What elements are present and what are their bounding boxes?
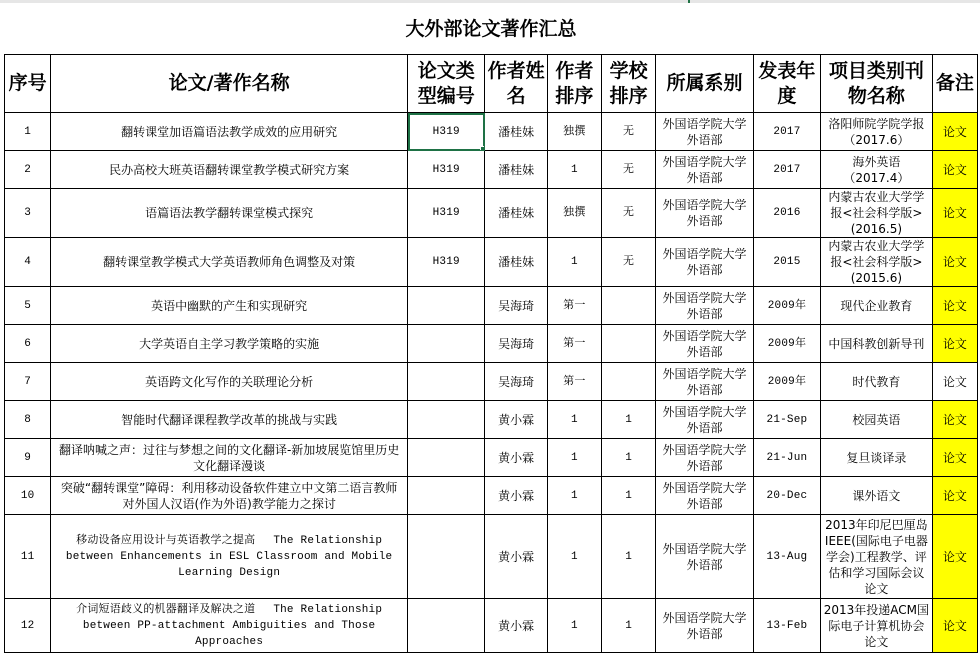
cell-type[interactable] (408, 325, 485, 363)
cell-dept[interactable]: 外国语学院大学外语部 (656, 238, 753, 287)
cell-author[interactable]: 潘桂妹 (485, 151, 547, 189)
cell-year[interactable]: 13-Aug (753, 515, 820, 599)
cell-author-rank[interactable]: 独撰 (547, 113, 601, 151)
cell-note[interactable]: 论文 (932, 151, 977, 189)
table-row (5, 238, 978, 287)
header-row (5, 55, 978, 113)
table-row (5, 477, 978, 515)
cell-name[interactable]: 移动设备应用设计与英语教学之提高 The Relationship between Enhancements in ESL Classroom and Mobile Learning Design (51, 515, 408, 599)
cell-year[interactable]: 21-Sep (753, 401, 820, 439)
table-row (5, 113, 978, 151)
cell-name[interactable]: 翻转课堂教学模式大学英语教师角色调整及对策 (51, 238, 408, 287)
cell-dept[interactable]: 外国语学院大学外语部 (656, 287, 753, 325)
cell-journal[interactable]: 中国科教创新导刊 (821, 325, 933, 363)
cell-school-rank[interactable]: 无 (602, 189, 656, 238)
cell-author-rank[interactable]: 1 (547, 515, 601, 599)
cell-journal[interactable]: 海外英语（2017.4） (821, 151, 933, 189)
table-row (5, 439, 978, 477)
cell-author[interactable]: 黄小霖 (485, 515, 547, 599)
cell-journal[interactable]: 内蒙古农业大学学报<社会科学版>(2015.6) (821, 238, 933, 287)
cell-type[interactable]: H319 (408, 151, 485, 189)
cell-school-rank[interactable]: 无 (602, 113, 656, 151)
cell-type[interactable] (408, 401, 485, 439)
cell-author-rank[interactable]: 1 (547, 439, 601, 477)
cell-journal[interactable]: 时代教育 (821, 363, 933, 401)
cell-year[interactable]: 2017 (753, 113, 820, 151)
cell-seq[interactable]: 9 (5, 439, 51, 477)
cell-dept[interactable]: 外国语学院大学外语部 (656, 439, 753, 477)
cell-author[interactable]: 黄小霖 (485, 477, 547, 515)
cell-school-rank[interactable]: 1 (602, 401, 656, 439)
cell-journal[interactable]: 2013年印尼巴厘岛IEEE(国际电子电器学会)工程教学、评估和学习国际会议论文 (821, 515, 933, 599)
cell-note[interactable]: 论文 (932, 401, 977, 439)
cell-type[interactable]: H319 (408, 189, 485, 238)
header-note[interactable]: 备注 (932, 55, 977, 113)
cell-name[interactable]: 民办高校大班英语翻转课堂教学模式研究方案 (51, 151, 408, 189)
cell-author[interactable]: 潘桂妹 (485, 113, 547, 151)
cell-seq[interactable]: 6 (5, 325, 51, 363)
cell-seq[interactable]: 10 (5, 477, 51, 515)
header-type[interactable]: 论文类型编号 (408, 55, 485, 113)
papers-table (4, 3, 978, 653)
selected-cell[interactable]: H319 (408, 113, 485, 151)
cell-year[interactable]: 20-Dec (753, 477, 820, 515)
cell-school-rank[interactable]: 无 (602, 238, 656, 287)
cell-seq[interactable]: 2 (5, 151, 51, 189)
cell-journal[interactable]: 洛阳师院学院学报（2017.6） (821, 113, 933, 151)
cell-dept[interactable]: 外国语学院大学外语部 (656, 515, 753, 599)
cell-dept[interactable]: 外国语学院大学外语部 (656, 151, 753, 189)
cell-dept[interactable]: 外国语学院大学外语部 (656, 477, 753, 515)
cell-type[interactable] (408, 515, 485, 599)
cell-author[interactable]: 潘桂妹 (485, 189, 547, 238)
cell-school-rank[interactable]: 1 (602, 599, 656, 653)
cell-year[interactable]: 2017 (753, 151, 820, 189)
cell-seq[interactable]: 7 (5, 363, 51, 401)
cell-name[interactable]: 介词短语歧义的机器翻译及解决之道 The Relationship between PP-attachment Ambiguities and Those Approaches (51, 599, 408, 653)
cell-name[interactable]: 智能时代翻译课程教学改革的挑战与实践 (51, 401, 408, 439)
header-author[interactable]: 作者姓名 (485, 55, 547, 113)
cell-type[interactable] (408, 599, 485, 653)
cell-seq[interactable]: 4 (5, 238, 51, 287)
cell-dept[interactable]: 外国语学院大学外语部 (656, 599, 753, 653)
cell-year[interactable]: 2009年 (753, 363, 820, 401)
table-row (5, 599, 978, 653)
table-row (5, 363, 978, 401)
cell-author-rank[interactable]: 1 (547, 238, 601, 287)
cell-note[interactable]: 论文 (932, 287, 977, 325)
cell-journal[interactable]: 复旦谈译录 (821, 439, 933, 477)
header-author-rank[interactable]: 作者排序 (547, 55, 601, 113)
table-row (5, 287, 978, 325)
cell-author[interactable]: 黄小霖 (485, 599, 547, 653)
table-body (5, 113, 978, 653)
cell-seq[interactable]: 5 (5, 287, 51, 325)
cell-journal[interactable]: 校园英语 (821, 401, 933, 439)
cell-year[interactable]: 13-Feb (753, 599, 820, 653)
cell-author-rank[interactable]: 第一 (547, 325, 601, 363)
table-row (5, 151, 978, 189)
cell-dept[interactable]: 外国语学院大学外语部 (656, 363, 753, 401)
cell-author[interactable]: 吴海琦 (485, 287, 547, 325)
header-year[interactable]: 发表年度 (753, 55, 820, 113)
cell-type[interactable]: H319 (408, 238, 485, 287)
cell-school-rank[interactable]: 1 (602, 439, 656, 477)
cell-dept[interactable]: 外国语学院大学外语部 (656, 113, 753, 151)
cell-journal[interactable]: 2013年投递ACM国际电子计算机协会论文 (821, 599, 933, 653)
cell-name[interactable]: 大学英语自主学习教学策略的实施 (51, 325, 408, 363)
cell-name[interactable]: 英语中幽默的产生和实现研究 (51, 287, 408, 325)
cell-author-rank[interactable]: 1 (547, 599, 601, 653)
cell-journal[interactable]: 内蒙古农业大学学报<社会科学版>(2016.5) (821, 189, 933, 238)
cell-school-rank[interactable]: 1 (602, 477, 656, 515)
sheet-title: 大外部论文著作汇总 (5, 3, 978, 55)
cell-name[interactable]: 翻译呐喊之声：过往与梦想之间的文化翻译-新加坡展览馆里历史文化翻译漫谈 (51, 439, 408, 477)
cell-dept[interactable]: 外国语学院大学外语部 (656, 401, 753, 439)
cell-seq[interactable]: 8 (5, 401, 51, 439)
cell-year[interactable]: 2009年 (753, 287, 820, 325)
table-row (5, 189, 978, 238)
cell-name[interactable]: 语篇语法教学翻转课堂模式探究 (51, 189, 408, 238)
cell-author[interactable]: 黄小霖 (485, 401, 547, 439)
header-name[interactable]: 论文/著作名称 (51, 55, 408, 113)
cell-note[interactable]: 论文 (932, 189, 977, 238)
cell-note[interactable]: 论文 (932, 325, 977, 363)
cell-seq[interactable]: 3 (5, 189, 51, 238)
cell-name[interactable]: 英语跨文化写作的关联理论分析 (51, 363, 408, 401)
header-journal[interactable]: 项目类别刊物名称 (821, 55, 933, 113)
cell-name[interactable]: 翻转课堂加语篇语法教学成效的应用研究 (51, 113, 408, 151)
header-dept[interactable]: 所属系别 (656, 55, 753, 113)
cell-author-rank[interactable]: 1 (547, 151, 601, 189)
cell-seq[interactable]: 1 (5, 113, 51, 151)
cell-school-rank[interactable] (602, 287, 656, 325)
cell-note[interactable]: 论文 (932, 515, 977, 599)
cell-journal[interactable]: 课外语文 (821, 477, 933, 515)
cell-type[interactable] (408, 477, 485, 515)
cell-note[interactable]: 论文 (932, 599, 977, 653)
table-row (5, 515, 978, 599)
cell-year[interactable]: 2009年 (753, 325, 820, 363)
cell-author[interactable]: 潘桂妹 (485, 238, 547, 287)
cell-author-rank[interactable]: 第一 (547, 287, 601, 325)
cell-year[interactable]: 21-Jun (753, 439, 820, 477)
cell-note[interactable]: 论文 (932, 363, 977, 401)
cell-seq[interactable]: 12 (5, 599, 51, 653)
cell-author-rank[interactable]: 独撰 (547, 189, 601, 238)
table-row (5, 401, 978, 439)
cell-author[interactable]: 黄小霖 (485, 439, 547, 477)
cell-type[interactable] (408, 287, 485, 325)
cell-dept[interactable]: 外国语学院大学外语部 (656, 189, 753, 238)
cell-type[interactable] (408, 363, 485, 401)
cell-dept[interactable]: 外国语学院大学外语部 (656, 325, 753, 363)
fill-handle[interactable] (480, 146, 485, 151)
cell-school-rank[interactable] (602, 363, 656, 401)
cell-author-rank[interactable]: 1 (547, 401, 601, 439)
cell-year[interactable]: 2015 (753, 238, 820, 287)
cell-type[interactable] (408, 439, 485, 477)
cell-note[interactable]: 论文 (932, 477, 977, 515)
cell-school-rank[interactable]: 无 (602, 151, 656, 189)
cell-note[interactable]: 论文 (932, 238, 977, 287)
cell-note[interactable]: 论文 (932, 113, 977, 151)
cell-school-rank[interactable] (602, 325, 656, 363)
cell-note[interactable]: 论文 (932, 439, 977, 477)
cell-author-rank[interactable]: 1 (547, 477, 601, 515)
header-seq[interactable]: 序号 (5, 55, 51, 113)
cell-author[interactable]: 吴海琦 (485, 363, 547, 401)
cell-school-rank[interactable]: 1 (602, 515, 656, 599)
cell-journal[interactable]: 现代企业教育 (821, 287, 933, 325)
cell-year[interactable]: 2016 (753, 189, 820, 238)
cell-author[interactable]: 吴海琦 (485, 325, 547, 363)
cell-seq[interactable]: 11 (5, 515, 51, 599)
table-row (5, 325, 978, 363)
cell-author-rank[interactable]: 第一 (547, 363, 601, 401)
header-school-rank[interactable]: 学校排序 (602, 55, 656, 113)
cell-name[interactable]: 突破“翻转课堂”障碍：利用移动设备软件建立中文第二语言教师对外国人汉语(作为外语)教学能力之探讨 (51, 477, 408, 515)
